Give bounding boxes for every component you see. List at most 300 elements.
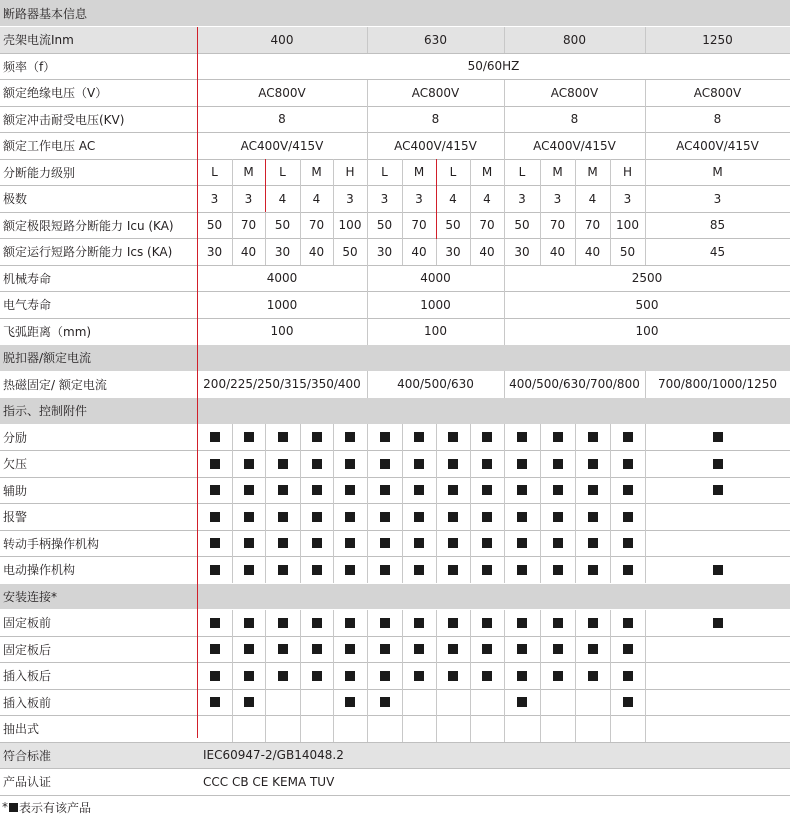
- mark-cell: [436, 610, 470, 637]
- column-divider: [300, 477, 301, 504]
- column-divider: [504, 477, 505, 504]
- column-divider: [265, 689, 266, 716]
- mark-cell: [197, 557, 232, 584]
- column-divider: [540, 636, 541, 663]
- column-divider: [333, 186, 334, 213]
- column-divider: [333, 239, 334, 266]
- mark-cell: [197, 504, 232, 531]
- filled-square-icon: [345, 538, 355, 548]
- row-label: 额定冲击耐受电压(KV): [3, 112, 125, 127]
- mark-cell: [265, 477, 300, 504]
- data-cell: 70: [240, 218, 257, 233]
- filled-square-icon: [210, 538, 220, 548]
- filled-square-icon: [380, 618, 390, 628]
- filled-square-icon: [553, 512, 563, 522]
- data-cell: 3: [210, 191, 219, 206]
- data-cell: M: [243, 165, 254, 180]
- column-divider: [504, 27, 505, 54]
- mark-cell: [540, 557, 575, 584]
- filled-square-icon: [278, 671, 288, 681]
- row-divider: [0, 477, 790, 478]
- mark-cell: [300, 610, 333, 637]
- column-divider: [470, 477, 471, 504]
- filled-square-icon: [345, 671, 355, 681]
- mark-cell: [504, 636, 540, 663]
- data-cell: 4: [588, 191, 597, 206]
- filled-square-icon: [482, 512, 492, 522]
- column-divider: [333, 689, 334, 716]
- column-divider: [645, 212, 646, 239]
- mark-cell: [470, 451, 504, 478]
- mark-cell: [402, 557, 436, 584]
- mark-cell: [265, 716, 300, 743]
- column-divider: [265, 716, 266, 743]
- column-divider: [540, 689, 541, 716]
- column-divider: [575, 557, 576, 584]
- data-cell: L: [381, 165, 388, 180]
- mark-cell: [333, 451, 367, 478]
- column-divider: [402, 159, 403, 186]
- mark-cell: [265, 663, 300, 690]
- column-divider: [575, 530, 576, 557]
- column-divider: [367, 159, 368, 186]
- column-divider: [367, 212, 368, 239]
- filled-square-icon: [278, 644, 288, 654]
- mark-cell: [645, 451, 790, 478]
- row-label: 符合标准: [3, 748, 52, 763]
- data-cell: M: [413, 165, 425, 180]
- row-divider: [0, 556, 790, 557]
- column-divider: [367, 689, 368, 716]
- filled-square-icon: [210, 565, 220, 575]
- filled-square-icon: [482, 459, 492, 469]
- column-divider: [232, 530, 233, 557]
- filled-square-icon: [345, 432, 355, 442]
- mark-cell: [333, 689, 367, 716]
- mark-cell: [504, 504, 540, 531]
- column-divider: [645, 451, 646, 478]
- mark-cell: [470, 504, 504, 531]
- mark-cell: [402, 451, 436, 478]
- column-divider: [367, 477, 368, 504]
- column-divider: [367, 636, 368, 663]
- column-divider: [610, 557, 611, 584]
- column-divider: [645, 610, 646, 637]
- mark-cell: [300, 504, 333, 531]
- mark-cell: [333, 610, 367, 637]
- column-divider: [575, 424, 576, 451]
- mark-cell: [333, 530, 367, 557]
- mark-cell: [265, 610, 300, 637]
- filled-square-icon: [517, 565, 527, 575]
- column-divider: [367, 530, 368, 557]
- data-cell: 4000: [266, 271, 298, 286]
- column-divider: [300, 663, 301, 690]
- mark-cell: [504, 689, 540, 716]
- row-label: 机械寿命: [3, 271, 52, 286]
- mark-cell: [367, 716, 402, 743]
- filled-square-icon: [380, 644, 390, 654]
- mark-cell: [197, 689, 232, 716]
- column-divider: [436, 610, 437, 637]
- column-divider: [504, 212, 505, 239]
- column-divider: [232, 504, 233, 531]
- filled-square-icon: [312, 432, 322, 442]
- mark-cell: [300, 636, 333, 663]
- mark-cell: [232, 451, 265, 478]
- filled-square-icon: [312, 512, 322, 522]
- data-cell: 3: [380, 191, 389, 206]
- data-cell: 50/60HZ: [467, 59, 520, 74]
- filled-square-icon: [482, 538, 492, 548]
- column-divider: [367, 133, 368, 160]
- filled-square-icon: [713, 459, 723, 469]
- mark-cell: [645, 636, 790, 663]
- column-divider: [436, 689, 437, 716]
- data-cell: 70: [549, 218, 566, 233]
- mark-cell: [645, 477, 790, 504]
- mark-cell: [333, 477, 367, 504]
- mark-cell: [504, 663, 540, 690]
- column-divider: [232, 239, 233, 266]
- filled-square-icon: [448, 644, 458, 654]
- column-divider: [265, 557, 266, 584]
- mark-cell: [197, 424, 232, 451]
- filled-square-icon: [517, 512, 527, 522]
- column-divider: [265, 451, 266, 478]
- filled-square-icon: [244, 538, 254, 548]
- data-cell: 3: [713, 191, 722, 206]
- filled-square-icon: [210, 432, 220, 442]
- column-divider: [265, 212, 266, 239]
- mark-cell: [540, 451, 575, 478]
- column-divider: [575, 159, 576, 186]
- mark-cell: [367, 610, 402, 637]
- mark-cell: [197, 610, 232, 637]
- filled-square-icon: [448, 618, 458, 628]
- data-cell: 70: [411, 218, 427, 233]
- data-cell: M: [552, 165, 563, 180]
- column-divider: [645, 133, 646, 160]
- column-divider: [645, 663, 646, 690]
- row-label: 产品认证: [3, 775, 52, 790]
- mark-cell: [575, 689, 610, 716]
- row-label: 额定工作电压 AC: [3, 139, 96, 154]
- column-divider: [504, 371, 505, 398]
- mark-cell: [367, 636, 402, 663]
- row-divider: [0, 742, 790, 743]
- column-divider: [265, 636, 266, 663]
- column-divider: [645, 557, 646, 584]
- column-divider: [504, 663, 505, 690]
- data-cell: L: [449, 165, 457, 180]
- row-divider: [0, 344, 790, 345]
- column-divider: [367, 106, 368, 133]
- mark-cell: [367, 557, 402, 584]
- data-cell: 630: [424, 32, 447, 47]
- filled-square-icon: [623, 512, 633, 522]
- data-cell: 4: [278, 191, 287, 206]
- column-divider: [575, 504, 576, 531]
- row-divider: [0, 371, 790, 372]
- filled-square-icon: [210, 671, 220, 681]
- mark-cell: [470, 716, 504, 743]
- mark-cell: [575, 424, 610, 451]
- mark-cell: [232, 689, 265, 716]
- mark-cell: [645, 716, 790, 743]
- data-cell: 50: [445, 218, 461, 233]
- column-divider: [367, 318, 368, 345]
- data-cell: 40: [308, 244, 325, 259]
- row-value: IEC60947-2/GB14048.2: [203, 748, 344, 763]
- mark-cell: [232, 424, 265, 451]
- row-divider: [0, 185, 790, 186]
- mark-cell: [575, 610, 610, 637]
- filled-square-icon: [623, 538, 633, 548]
- mark-cell: [367, 530, 402, 557]
- column-divider: [402, 477, 403, 504]
- data-cell: 2500: [631, 271, 663, 286]
- mark-cell: [333, 636, 367, 663]
- mark-cell: [232, 716, 265, 743]
- mark-cell: [540, 610, 575, 637]
- data-cell: 50: [376, 218, 393, 233]
- filled-square-icon: [517, 538, 527, 548]
- filled-square-icon: [517, 697, 527, 707]
- data-cell: 40: [549, 244, 566, 259]
- filled-square-icon: [278, 459, 288, 469]
- column-divider: [470, 530, 471, 557]
- column-divider: [300, 424, 301, 451]
- mark-cell: [540, 424, 575, 451]
- data-cell: 85: [709, 218, 726, 233]
- column-divider: [367, 80, 368, 107]
- mark-cell: [197, 477, 232, 504]
- column-divider: [645, 80, 646, 107]
- data-cell: 3: [346, 191, 354, 206]
- mark-cell: [504, 716, 540, 743]
- mark-cell: [402, 504, 436, 531]
- row-divider: [0, 265, 790, 266]
- column-divider: [367, 265, 368, 292]
- column-divider: [300, 557, 301, 584]
- filled-square-icon: [713, 485, 723, 495]
- filled-square-icon: [553, 538, 563, 548]
- column-divider: [610, 530, 611, 557]
- mark-cell: [402, 610, 436, 637]
- data-cell: AC800V: [550, 85, 599, 100]
- row-divider: [0, 397, 790, 398]
- mark-cell: [436, 716, 470, 743]
- column-divider: [645, 106, 646, 133]
- column-divider: [300, 186, 301, 213]
- column-divider: [470, 186, 471, 213]
- filled-square-icon: [380, 538, 390, 548]
- filled-square-icon: [414, 459, 424, 469]
- column-divider: [402, 451, 403, 478]
- data-cell: 4000: [420, 271, 451, 286]
- data-cell: 3: [553, 191, 562, 206]
- column-divider: [504, 80, 505, 107]
- filled-square-icon: [345, 565, 355, 575]
- row-label: 插入板后: [3, 669, 52, 684]
- row-label: 额定运行短路分断能力 Ics (KA): [3, 245, 173, 260]
- column-divider: [265, 477, 266, 504]
- filled-square-icon: [244, 432, 254, 442]
- row-divider: [0, 238, 790, 239]
- mark-cell: [436, 530, 470, 557]
- mark-cell: [232, 636, 265, 663]
- filled-square-icon: [278, 485, 288, 495]
- filled-square-icon: [588, 512, 598, 522]
- filled-square-icon: [345, 697, 355, 707]
- filled-square-icon: [553, 485, 563, 495]
- filled-square-icon: [210, 618, 220, 628]
- mark-cell: [300, 451, 333, 478]
- mark-cell: [645, 610, 790, 637]
- filled-square-icon: [210, 512, 220, 522]
- column-divider: [470, 557, 471, 584]
- mark-cell: [197, 663, 232, 690]
- column-divider: [300, 212, 301, 239]
- column-divider: [470, 159, 471, 186]
- row-divider: [0, 159, 790, 160]
- row-label: 辅助: [3, 483, 28, 498]
- row-divider: [0, 715, 790, 716]
- data-cell: 40: [584, 244, 601, 259]
- section-header: 断路器基本信息: [0, 0, 790, 27]
- column-divider: [333, 530, 334, 557]
- data-cell: 1000: [266, 297, 298, 312]
- row-divider: [0, 530, 790, 531]
- column-divider: [540, 477, 541, 504]
- filled-square-icon: [278, 565, 288, 575]
- filled-square-icon: [244, 459, 254, 469]
- mark-cell: [470, 477, 504, 504]
- data-cell: 8: [570, 112, 579, 127]
- column-divider: [367, 27, 368, 54]
- mark-cell: [402, 636, 436, 663]
- column-divider: [645, 27, 646, 54]
- column-divider: [300, 636, 301, 663]
- column-divider: [265, 504, 266, 531]
- filled-square-icon: [345, 644, 355, 654]
- column-divider: [575, 636, 576, 663]
- mark-cell: [470, 557, 504, 584]
- filled-square-icon: [588, 671, 598, 681]
- column-divider: [540, 663, 541, 690]
- column-divider: [540, 239, 541, 266]
- data-cell: 4: [483, 191, 491, 206]
- mark-cell: [470, 610, 504, 637]
- mark-cell: [610, 424, 645, 451]
- data-cell: 400: [270, 32, 294, 47]
- filled-square-icon: [380, 459, 390, 469]
- filled-square-icon: [482, 644, 492, 654]
- column-divider: [610, 610, 611, 637]
- filled-square-icon: [414, 485, 424, 495]
- column-divider: [333, 636, 334, 663]
- data-cell: 1250: [702, 32, 733, 47]
- data-cell: L: [211, 165, 218, 180]
- column-divider: [402, 557, 403, 584]
- filled-square-icon: [553, 618, 563, 628]
- column-divider: [610, 212, 611, 239]
- row-divider: [0, 53, 790, 54]
- column-divider: [504, 557, 505, 584]
- column-divider: [402, 636, 403, 663]
- row-divider: [0, 662, 790, 663]
- data-cell: 40: [240, 244, 257, 259]
- mark-cell: [504, 610, 540, 637]
- mark-cell: [610, 557, 645, 584]
- column-divider: [402, 212, 403, 239]
- footnote: [2, 798, 91, 816]
- row-label: 热磁固定/ 额定电流: [3, 377, 107, 392]
- data-cell: 3: [518, 191, 526, 206]
- column-divider: [367, 239, 368, 266]
- data-cell: AC800V: [693, 85, 742, 100]
- mark-cell: [402, 424, 436, 451]
- mark-cell: [232, 557, 265, 584]
- filled-square-icon: [312, 644, 322, 654]
- mark-cell: [300, 689, 333, 716]
- filled-square-icon: [414, 644, 424, 654]
- row-divider: [0, 583, 790, 584]
- row-label: 飞弧距离（mm): [3, 324, 92, 339]
- data-cell: AC400V/415V: [676, 138, 759, 153]
- mark-cell: [575, 663, 610, 690]
- mark-cell: [575, 477, 610, 504]
- mark-cell: [265, 557, 300, 584]
- column-divider: [610, 239, 611, 266]
- mark-cell: [645, 424, 790, 451]
- row-label: 固定板前: [3, 616, 52, 631]
- column-divider: [300, 530, 301, 557]
- filled-square-icon: [588, 538, 598, 548]
- data-cell: AC400V/415V: [533, 138, 616, 153]
- column-divider: [333, 557, 334, 584]
- column-divider: [645, 424, 646, 451]
- filled-square-icon: [517, 459, 527, 469]
- mark-cell: [300, 530, 333, 557]
- filled-square-icon: [482, 432, 492, 442]
- mark-cell: [265, 636, 300, 663]
- data-cell: 100: [635, 324, 659, 339]
- row-label: 电动操作机构: [3, 563, 76, 578]
- filled-square-icon: [244, 512, 254, 522]
- footnote-text: 表示有该产品: [19, 800, 92, 815]
- filled-square-icon: [623, 459, 633, 469]
- column-divider: [232, 159, 233, 186]
- column-divider: [333, 477, 334, 504]
- column-divider: [470, 424, 471, 451]
- mark-cell: [540, 663, 575, 690]
- column-divider: [504, 159, 505, 186]
- mark-cell: [197, 451, 232, 478]
- mark-cell: [197, 716, 232, 743]
- column-divider: [232, 716, 233, 743]
- row-divider: [0, 318, 790, 319]
- filled-square-icon: [210, 644, 220, 654]
- mark-cell: [197, 530, 232, 557]
- column-divider: [300, 504, 301, 531]
- column-divider: [436, 504, 437, 531]
- row-label: 分断能力级别: [3, 165, 76, 180]
- row-divider: [0, 26, 790, 27]
- row-label: 额定绝缘电压（V）: [3, 86, 108, 101]
- row-divider: [0, 212, 790, 213]
